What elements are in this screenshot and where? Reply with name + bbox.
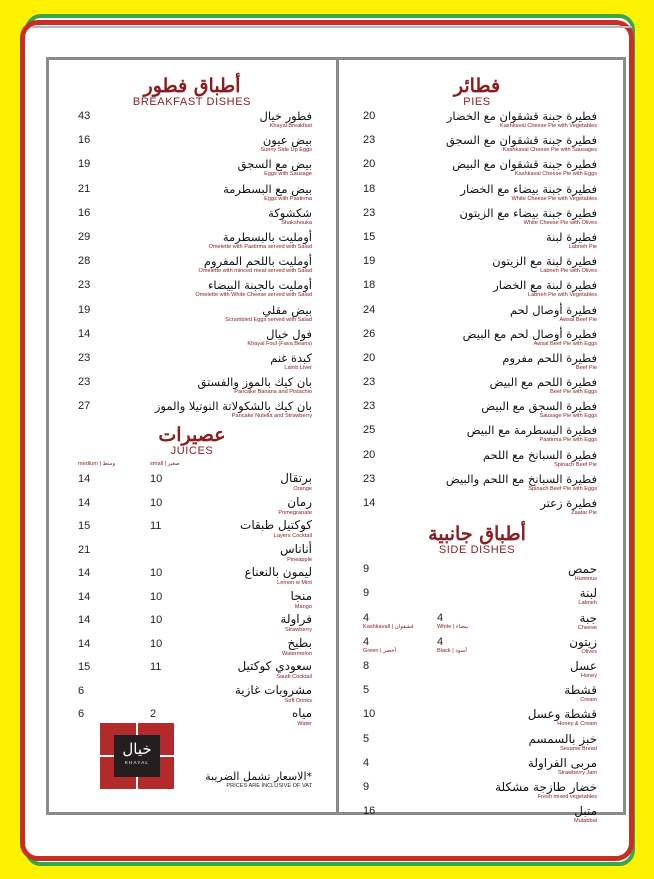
item-name-ar: أومليت بالبسطرمة xyxy=(222,229,312,244)
item-name-ar: فطيرة السبانخ مع اللحم والبيض xyxy=(445,471,597,486)
item-price: 9 xyxy=(363,563,370,576)
menu-item xyxy=(72,109,312,133)
price-medium: 6 xyxy=(78,708,85,721)
item-name-ar: ليمون بالنعناع xyxy=(244,565,312,580)
item-name-ar: مشروبات غازية xyxy=(234,682,312,697)
juice-item xyxy=(72,636,312,660)
item-name-en: Mutabbal xyxy=(573,818,597,825)
item-price: 16 xyxy=(78,134,91,147)
item-name-ar: فطيرة أوصال لحم مع البيض xyxy=(462,326,597,341)
item-name-en: Mango xyxy=(294,603,312,610)
item-name-en: White Cheese Pie with Vegetables xyxy=(511,195,597,202)
item-name-ar: مربى الفراولة xyxy=(527,755,597,770)
menu-item xyxy=(72,254,312,278)
menu-item xyxy=(357,375,597,399)
menu-item xyxy=(72,303,312,327)
item-name-ar: مياه xyxy=(292,706,312,721)
item-price: 23 xyxy=(78,376,91,389)
item-price: 4 xyxy=(363,635,370,648)
juice-item xyxy=(72,612,312,636)
item-name-en: Zaatar Pie xyxy=(571,510,597,516)
price-medium: 14 xyxy=(78,473,91,486)
price-small: 11 xyxy=(150,661,162,674)
item-name-en: Omelette with Pastirma served with Salad xyxy=(208,243,312,250)
item-name-en: Eggs with Pastirma xyxy=(264,195,312,202)
juice-item xyxy=(72,542,312,566)
sides-heading xyxy=(357,524,597,556)
side-item xyxy=(357,707,597,731)
menu-page xyxy=(46,57,626,825)
menu-item xyxy=(357,133,597,157)
item-name-en: Pastirma Pie with Eggs xyxy=(539,437,597,444)
left-column xyxy=(72,60,312,789)
item-name-ar: زيتون xyxy=(569,634,597,649)
item-name-en: Khayal Breakfast xyxy=(269,123,312,129)
vat-note xyxy=(205,770,312,789)
item-name-ar: بطيخ xyxy=(287,635,312,650)
menu-item xyxy=(357,303,597,327)
menu-item xyxy=(357,472,597,496)
logo-text-en: KHAYAL xyxy=(124,760,150,765)
breakfast-heading xyxy=(72,76,312,108)
item-price: 19 xyxy=(78,158,91,171)
item-name-en: Strawberry xyxy=(284,627,312,634)
item-name-en: Eggs with Sausage xyxy=(264,171,312,178)
item-name-en: Cream xyxy=(580,697,597,704)
price-medium: 14 xyxy=(78,614,91,627)
menu-item xyxy=(357,182,597,206)
item-name-en: Pineapple xyxy=(287,556,312,563)
vat-note-en: PRICES ARE INCLUSIVE OF VAT xyxy=(226,783,312,789)
menu-item xyxy=(357,157,597,181)
menu-item xyxy=(72,351,312,375)
item-price: 8 xyxy=(363,659,370,672)
item-price: 20 xyxy=(363,158,376,171)
item-name-en: Sausage Pie with Eggs xyxy=(539,413,597,420)
side-item xyxy=(357,732,597,756)
variant-label: Kashkavall | قشقوان xyxy=(363,623,414,630)
side-item xyxy=(357,756,597,780)
item-name-ar: فطيرة السبانخ مع اللحم xyxy=(482,447,597,462)
price-medium: 14 xyxy=(78,496,91,509)
menu-item xyxy=(357,448,597,472)
item-name-en: Hummus xyxy=(574,576,597,583)
menu-item xyxy=(357,278,597,302)
item-price: 27 xyxy=(78,400,91,413)
item-price: 15 xyxy=(363,230,376,243)
item-name-ar: فطيرة جبنة قشقوان مع السجق xyxy=(445,133,597,148)
pies-list xyxy=(357,109,597,520)
item-name-ar: فطيرة أوصال لحم xyxy=(509,302,597,317)
menu-item xyxy=(357,351,597,375)
item-name-ar: عسل xyxy=(570,658,597,673)
item-name-en: Orange xyxy=(293,486,312,493)
side-item xyxy=(357,683,597,707)
item-price: 25 xyxy=(363,424,376,437)
item-price: 28 xyxy=(78,255,91,268)
item-name-ar: بيض مع السجق xyxy=(237,157,312,172)
item-price: 23 xyxy=(363,472,376,485)
item-name-en: Honey xyxy=(580,672,597,679)
item-price: 9 xyxy=(363,587,370,600)
item-name-en: Lemon w Mint xyxy=(277,580,312,587)
item-price: 20 xyxy=(363,448,376,461)
item-name-en: Cheese xyxy=(577,624,597,631)
khayal-logo xyxy=(100,723,174,789)
item-price-alt: 4 xyxy=(437,611,444,624)
menu-item xyxy=(357,399,597,423)
item-name-en: Olives xyxy=(581,648,597,655)
item-price: 29 xyxy=(78,230,91,243)
side-item xyxy=(357,659,597,683)
item-name-en: Saudi Cocktail xyxy=(276,674,312,681)
pies-heading xyxy=(357,76,597,108)
item-name-en: Kashkaval Cheese Pie with Eggs xyxy=(514,171,597,178)
price-small: 10 xyxy=(150,473,163,486)
price-small: 2 xyxy=(150,708,157,721)
item-price: 14 xyxy=(78,327,91,340)
item-name-ar: متبل xyxy=(574,804,597,819)
item-price: 5 xyxy=(363,732,370,745)
menu-item xyxy=(72,182,312,206)
item-name-ar: بان كيك بالموز والفستق xyxy=(197,375,312,390)
item-name-ar: أومليت باللحم المفروم xyxy=(203,254,312,269)
menu-item xyxy=(72,375,312,399)
side-item xyxy=(357,562,597,586)
item-name-en: Spinach Beef Pie with Eggs xyxy=(528,485,597,492)
item-price: 19 xyxy=(363,255,376,268)
item-name-ar: برتقال xyxy=(280,471,312,486)
item-name-ar: فطور خيال xyxy=(259,109,312,123)
item-name-en: Beef Pie with Eggs xyxy=(550,389,597,396)
item-name-ar: فطيرة جبنة بيضاء مع الخضار xyxy=(460,181,597,196)
item-name-en: Pancake Nutella and Strawberry xyxy=(231,413,312,420)
item-name-en: Khayal Foul (Fava Beans) xyxy=(247,340,312,347)
item-name-en: Watermelon xyxy=(282,650,312,657)
item-price: 43 xyxy=(78,110,91,122)
price-medium: 14 xyxy=(78,637,91,650)
item-name-en: Omelette with White Cheese served with Salad xyxy=(195,292,312,299)
price-small: 11 xyxy=(150,520,162,533)
item-name-en: Pomegranate xyxy=(278,509,312,516)
side-item xyxy=(357,611,597,635)
price-medium: 21 xyxy=(78,543,91,556)
item-name-en: Shakshouka xyxy=(281,219,312,226)
side-item xyxy=(357,635,597,659)
price-medium: 6 xyxy=(78,684,85,697)
item-name-ar: قشطة وعسل xyxy=(527,707,597,722)
juices-title-ar: عصيرات xyxy=(158,424,226,447)
item-price: 23 xyxy=(363,400,376,413)
item-name-ar: فطيرة جبنة قشقوان مع البيض xyxy=(452,157,597,172)
juice-item xyxy=(72,471,312,495)
menu-item xyxy=(72,157,312,181)
item-name-en: Layers Cocktail xyxy=(273,533,312,540)
item-name-ar: بيض مع البسطرمة xyxy=(223,181,312,196)
item-name-ar: رمان xyxy=(287,494,312,509)
menu-item xyxy=(72,399,312,423)
item-name-en: Fresh mixed vegetables xyxy=(537,793,597,800)
item-name-en: Labneh Pie xyxy=(568,243,597,250)
logo-text-ar: خيال xyxy=(122,740,152,758)
item-name-ar: حمص xyxy=(567,562,597,577)
side-item xyxy=(357,586,597,610)
juice-item xyxy=(72,518,312,542)
juice-item xyxy=(72,589,312,613)
item-price: 21 xyxy=(78,182,91,195)
item-name-ar: أومليت بالجبنة البيضاء xyxy=(207,278,312,293)
item-price: 20 xyxy=(363,110,376,122)
item-name-ar: فطيرة لبنة xyxy=(545,229,597,244)
sides-title-en: SIDE DISHES xyxy=(438,544,516,557)
item-price: 23 xyxy=(78,279,91,292)
item-name-ar: كبدة غنم xyxy=(270,350,312,365)
menu-item xyxy=(72,206,312,230)
item-name-ar: شكشوكة xyxy=(268,205,312,220)
variant-label: Green | أخضر xyxy=(363,647,397,654)
item-name-ar: فطيرة جبنة قشقوان مع الخضار xyxy=(446,109,597,123)
item-price: 24 xyxy=(363,303,376,316)
item-name-ar: فطيرة اللحم مفروم xyxy=(502,350,597,365)
item-price: 20 xyxy=(363,351,376,364)
item-name-en: Labneh Pie with Olives xyxy=(540,268,597,275)
item-name-ar: فطيرة السجق مع البيض xyxy=(481,399,597,414)
item-name-ar: خضار طازجة مشكلة xyxy=(495,779,597,794)
column-divider xyxy=(336,60,339,812)
item-name-en: Sesame Bread xyxy=(559,745,597,752)
item-price: 16 xyxy=(78,206,91,219)
item-name-en: Lamb Liver xyxy=(284,364,312,371)
item-price: 23 xyxy=(363,376,376,389)
item-name-en: Scrambled Eggs served with Salad xyxy=(225,316,312,323)
item-name-ar: فطيرة جبنة بيضاء مع الزيتون xyxy=(459,205,597,220)
item-name-ar: قشطة xyxy=(564,683,597,698)
juice-item xyxy=(72,565,312,589)
item-price: 23 xyxy=(363,206,376,219)
item-name-en: Awsal Beef Pie xyxy=(559,316,597,323)
item-name-ar: فطيرة اللحم مع البيض xyxy=(489,375,597,390)
variant-label-alt: Black | أسود xyxy=(437,647,467,654)
price-medium: 14 xyxy=(78,567,91,580)
variant-label-alt: White | بيضاء xyxy=(437,623,469,630)
sides-list xyxy=(357,562,597,828)
item-price: 18 xyxy=(363,182,376,195)
pies-title-ar: فطائر xyxy=(453,75,501,97)
item-name-ar: لبنة xyxy=(579,586,597,601)
price-small: 10 xyxy=(150,496,163,509)
price-small: 10 xyxy=(150,637,163,650)
side-item xyxy=(357,804,597,828)
item-name-ar: سعودي كوكتيل xyxy=(237,659,312,674)
price-small: 10 xyxy=(150,567,163,580)
item-name-en: Water xyxy=(297,721,312,728)
juices-list xyxy=(72,471,312,730)
item-name-en: Pancake Banana and Pistachio xyxy=(234,389,312,396)
item-name-en: Spinach Beef Pie xyxy=(554,461,597,468)
juices-title-en: JUICES xyxy=(170,445,214,458)
menu-item xyxy=(357,254,597,278)
price-medium: 14 xyxy=(78,590,91,603)
menu-item xyxy=(357,423,597,447)
menu-item xyxy=(72,230,312,254)
item-price: 18 xyxy=(363,279,376,292)
item-name-ar: بان كيك بالشكولاتة النوتيلا والموز xyxy=(154,399,312,414)
menu-item xyxy=(72,133,312,157)
price-small: 10 xyxy=(150,614,163,627)
item-name-ar: فطيرة لبنة مع الزيتون xyxy=(492,254,597,269)
item-price: 19 xyxy=(78,303,91,316)
logo-badge xyxy=(114,735,160,777)
menu-item xyxy=(72,327,312,351)
item-name-ar: بيض عيون xyxy=(262,133,312,148)
vat-note-ar: *الاسعار تشمل الضريبة xyxy=(205,770,312,783)
item-price: 10 xyxy=(363,708,376,721)
item-price: 23 xyxy=(363,134,376,147)
item-name-ar: فطيرة زعتر xyxy=(540,496,597,510)
item-name-en: Kashkaval Cheese Pie with Sausages xyxy=(502,147,597,154)
item-price: 23 xyxy=(78,351,91,364)
menu-item xyxy=(357,109,597,133)
juice-size-headers xyxy=(72,461,312,471)
right-column xyxy=(357,60,597,828)
breakfast-list xyxy=(72,109,312,423)
juice-item xyxy=(72,683,312,707)
item-name-en: Strawberry Jam xyxy=(557,769,597,776)
item-price: 5 xyxy=(363,684,370,697)
item-name-en: Honey & Cream xyxy=(557,721,597,728)
item-name-ar: كوكتيل طبقات xyxy=(240,518,312,533)
price-medium: 15 xyxy=(78,661,91,674)
item-name-ar: جبة xyxy=(579,610,597,625)
menu-item xyxy=(357,206,597,230)
size-small-label: small | صغير xyxy=(150,461,180,468)
item-price-alt: 4 xyxy=(437,635,444,648)
menu-item xyxy=(72,278,312,302)
item-name-ar: أناناس xyxy=(280,541,312,556)
item-price: 26 xyxy=(363,327,376,340)
juices-heading xyxy=(72,425,312,457)
top-rule xyxy=(32,26,632,28)
item-name-en: Sunny Side Up Eggs xyxy=(260,147,312,154)
item-price: 4 xyxy=(363,611,370,624)
item-name-ar: فطيرة لبنة مع الخضار xyxy=(493,278,597,293)
item-name-ar: منجا xyxy=(290,588,312,603)
item-name-en: Kashkaval Cheese Pie with Vegetables xyxy=(499,123,597,129)
item-name-ar: خبز بالسمسم xyxy=(528,731,597,746)
item-name-ar: فراولة xyxy=(280,612,312,627)
item-name-en: Soft Drinks xyxy=(284,697,312,704)
item-name-ar: فول خيال xyxy=(266,326,312,341)
item-price: 4 xyxy=(363,756,370,769)
price-small: 10 xyxy=(150,590,163,603)
pies-title-en: PIES xyxy=(463,96,491,108)
breakfast-title-en: BREAKFAST DISHES xyxy=(132,96,252,108)
menu-item xyxy=(357,496,597,520)
sides-title-ar: أطباق جانبية xyxy=(428,523,526,546)
size-medium-label: medium | وسط xyxy=(78,461,116,468)
item-name-en: Labneh Pie with Vegetables xyxy=(527,292,597,299)
item-name-en: Awsal Beef Pie with Eggs xyxy=(533,340,597,347)
juice-item xyxy=(72,495,312,519)
item-price: 16 xyxy=(363,805,376,818)
breakfast-title-ar: أطباق فطور xyxy=(143,75,241,97)
item-name-en: Omelette with minced meat served with Salad xyxy=(198,268,312,275)
item-price: 9 xyxy=(363,780,370,793)
item-price: 14 xyxy=(363,497,376,509)
side-item xyxy=(357,780,597,804)
item-name-ar: فطيرة البسطرمة مع البيض xyxy=(466,423,597,438)
menu-item xyxy=(357,230,597,254)
menu-item xyxy=(357,327,597,351)
item-name-en: White Cheese Pie with Olives xyxy=(523,219,597,226)
price-medium: 15 xyxy=(78,520,91,533)
item-name-en: Beef Pie xyxy=(575,364,597,371)
juice-item xyxy=(72,659,312,683)
item-name-en: Labneh xyxy=(578,600,597,607)
item-name-ar: بيض مقلي xyxy=(262,302,312,317)
